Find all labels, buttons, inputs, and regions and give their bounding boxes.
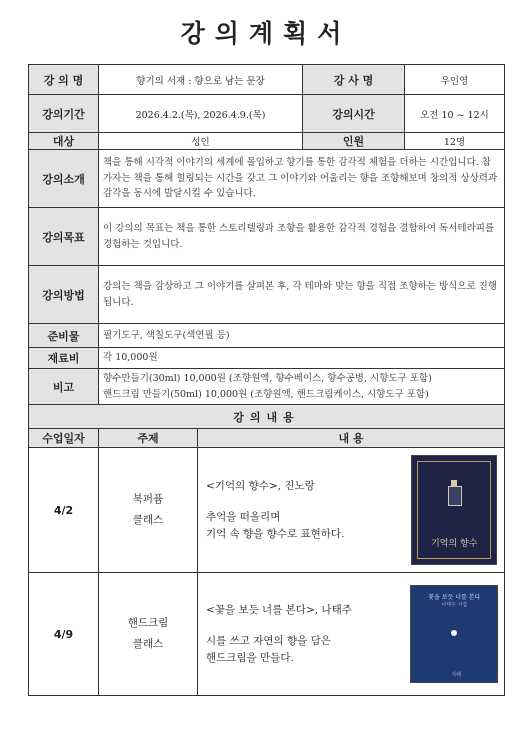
syllabus-table xyxy=(28,64,505,696)
fee-text: 각 10,000원 xyxy=(99,348,505,369)
row-cover xyxy=(405,573,505,696)
course-name: 향기의 서재 : 향으로 남는 문장 xyxy=(99,65,303,95)
target-label: 대상 xyxy=(29,133,99,150)
instructor-label: 강 사 명 xyxy=(303,65,405,95)
goal-text: 이 강의의 목표는 책을 통한 스토리텔링과 조향을 활용한 감각적 경험을 결합하여 독서테라피를 경험하는 것입니다. xyxy=(99,208,505,266)
headcount-value: 12명 xyxy=(405,133,505,150)
note-text xyxy=(99,369,505,405)
content-section-heading: 강의내용 xyxy=(29,405,505,429)
time-label: 강의시간 xyxy=(303,95,405,133)
book-cover-image xyxy=(411,455,497,565)
moon-icon xyxy=(451,630,457,636)
col-content-header: 내 용 xyxy=(198,429,505,448)
note-line-2: 핸드크림 만들기(50ml) 10,000원 (조향원액, 핸드크림케이스, 시향도구 포함) xyxy=(103,388,429,400)
table-row xyxy=(29,573,505,696)
instructor-name: 우인영 xyxy=(405,65,505,95)
row-content xyxy=(198,448,405,573)
row-topic xyxy=(99,573,198,696)
row-topic xyxy=(99,448,198,573)
intro-text: 책을 통해 시각적 이야기의 세계에 몰입하고 향기를 통한 감각적 체험을 더하는 시간입니다. 참가자는 책을 통해 힐링되는 시간을 갖고 그 이야기와 어울리는 향을 조향해보며 창의적 상상력과 감각을 동시에 발달시킬 수 있습니다. xyxy=(99,150,505,208)
course-period: 2026.4.2.(목), 2026.4.9.(목) xyxy=(99,95,303,133)
table-row xyxy=(29,448,505,573)
note-line-1: 향수만들기(30ml) 10,000원 (조향원액, 향수베이스, 향수공병, 시향도구 포함) xyxy=(103,373,432,384)
book-cover-image xyxy=(410,585,498,683)
note-label: 비고 xyxy=(29,369,99,405)
row-desc-line-2: 핸드크림을 만들다. xyxy=(206,651,294,664)
method-text: 강의는 책을 감상하고 그 이야기를 살펴본 후, 각 테마와 맞는 향을 직접 조향하는 방식으로 진행됩니다. xyxy=(99,266,505,324)
materials-label: 준비물 xyxy=(29,324,99,348)
book-cover-subtitle: 나태주 시집 xyxy=(441,602,468,609)
row-desc-line-2: 기억 속 향을 향수로 표현하다. xyxy=(206,527,345,540)
materials-text: 필기도구, 색칠도구(색연필 등) xyxy=(99,324,505,348)
book-cover-publisher: 지혜 xyxy=(451,672,461,679)
headcount-label: 인원 xyxy=(303,133,405,150)
row-desc-line-1: 시를 쓰고 자연의 향을 담은 xyxy=(206,634,331,647)
course-name-label: 강 의 명 xyxy=(29,65,99,95)
col-topic-header: 주제 xyxy=(99,429,198,448)
book-cover-title: 꽃을 보듯 너를 본다 xyxy=(428,594,481,602)
target-value: 성인 xyxy=(99,133,303,150)
row-topic-line-1: 북퍼퓸 xyxy=(132,493,164,506)
intro-label: 강의소개 xyxy=(29,150,99,208)
row-topic-line-2: 클래스 xyxy=(132,514,164,527)
period-label: 강의기간 xyxy=(29,95,99,133)
row-cover xyxy=(405,448,505,573)
method-label: 강의방법 xyxy=(29,266,99,324)
row-content xyxy=(198,573,405,696)
perfume-bottle-icon xyxy=(448,486,462,506)
row-date: 4/2 xyxy=(29,448,99,573)
row-topic-line-2: 클래스 xyxy=(132,638,164,651)
page-title: 강의계획서 xyxy=(180,19,352,48)
row-topic-line-1: 핸드크림 xyxy=(127,617,169,630)
course-time: 오전 10 ~ 12시 xyxy=(405,95,505,133)
book-cover-title: 기억의 향수 xyxy=(431,539,478,550)
row-date: 4/9 xyxy=(29,573,99,696)
row-book: <꽃을 보듯 너를 본다>, 나태주 xyxy=(206,604,352,617)
col-date-header: 수업일자 xyxy=(29,429,99,448)
row-book: <기억의 향수>, 진노랑 xyxy=(206,480,315,493)
goal-label: 강의목표 xyxy=(29,208,99,266)
fee-label: 재료비 xyxy=(29,348,99,369)
row-desc-line-1: 추억을 떠올리며 xyxy=(206,510,281,523)
